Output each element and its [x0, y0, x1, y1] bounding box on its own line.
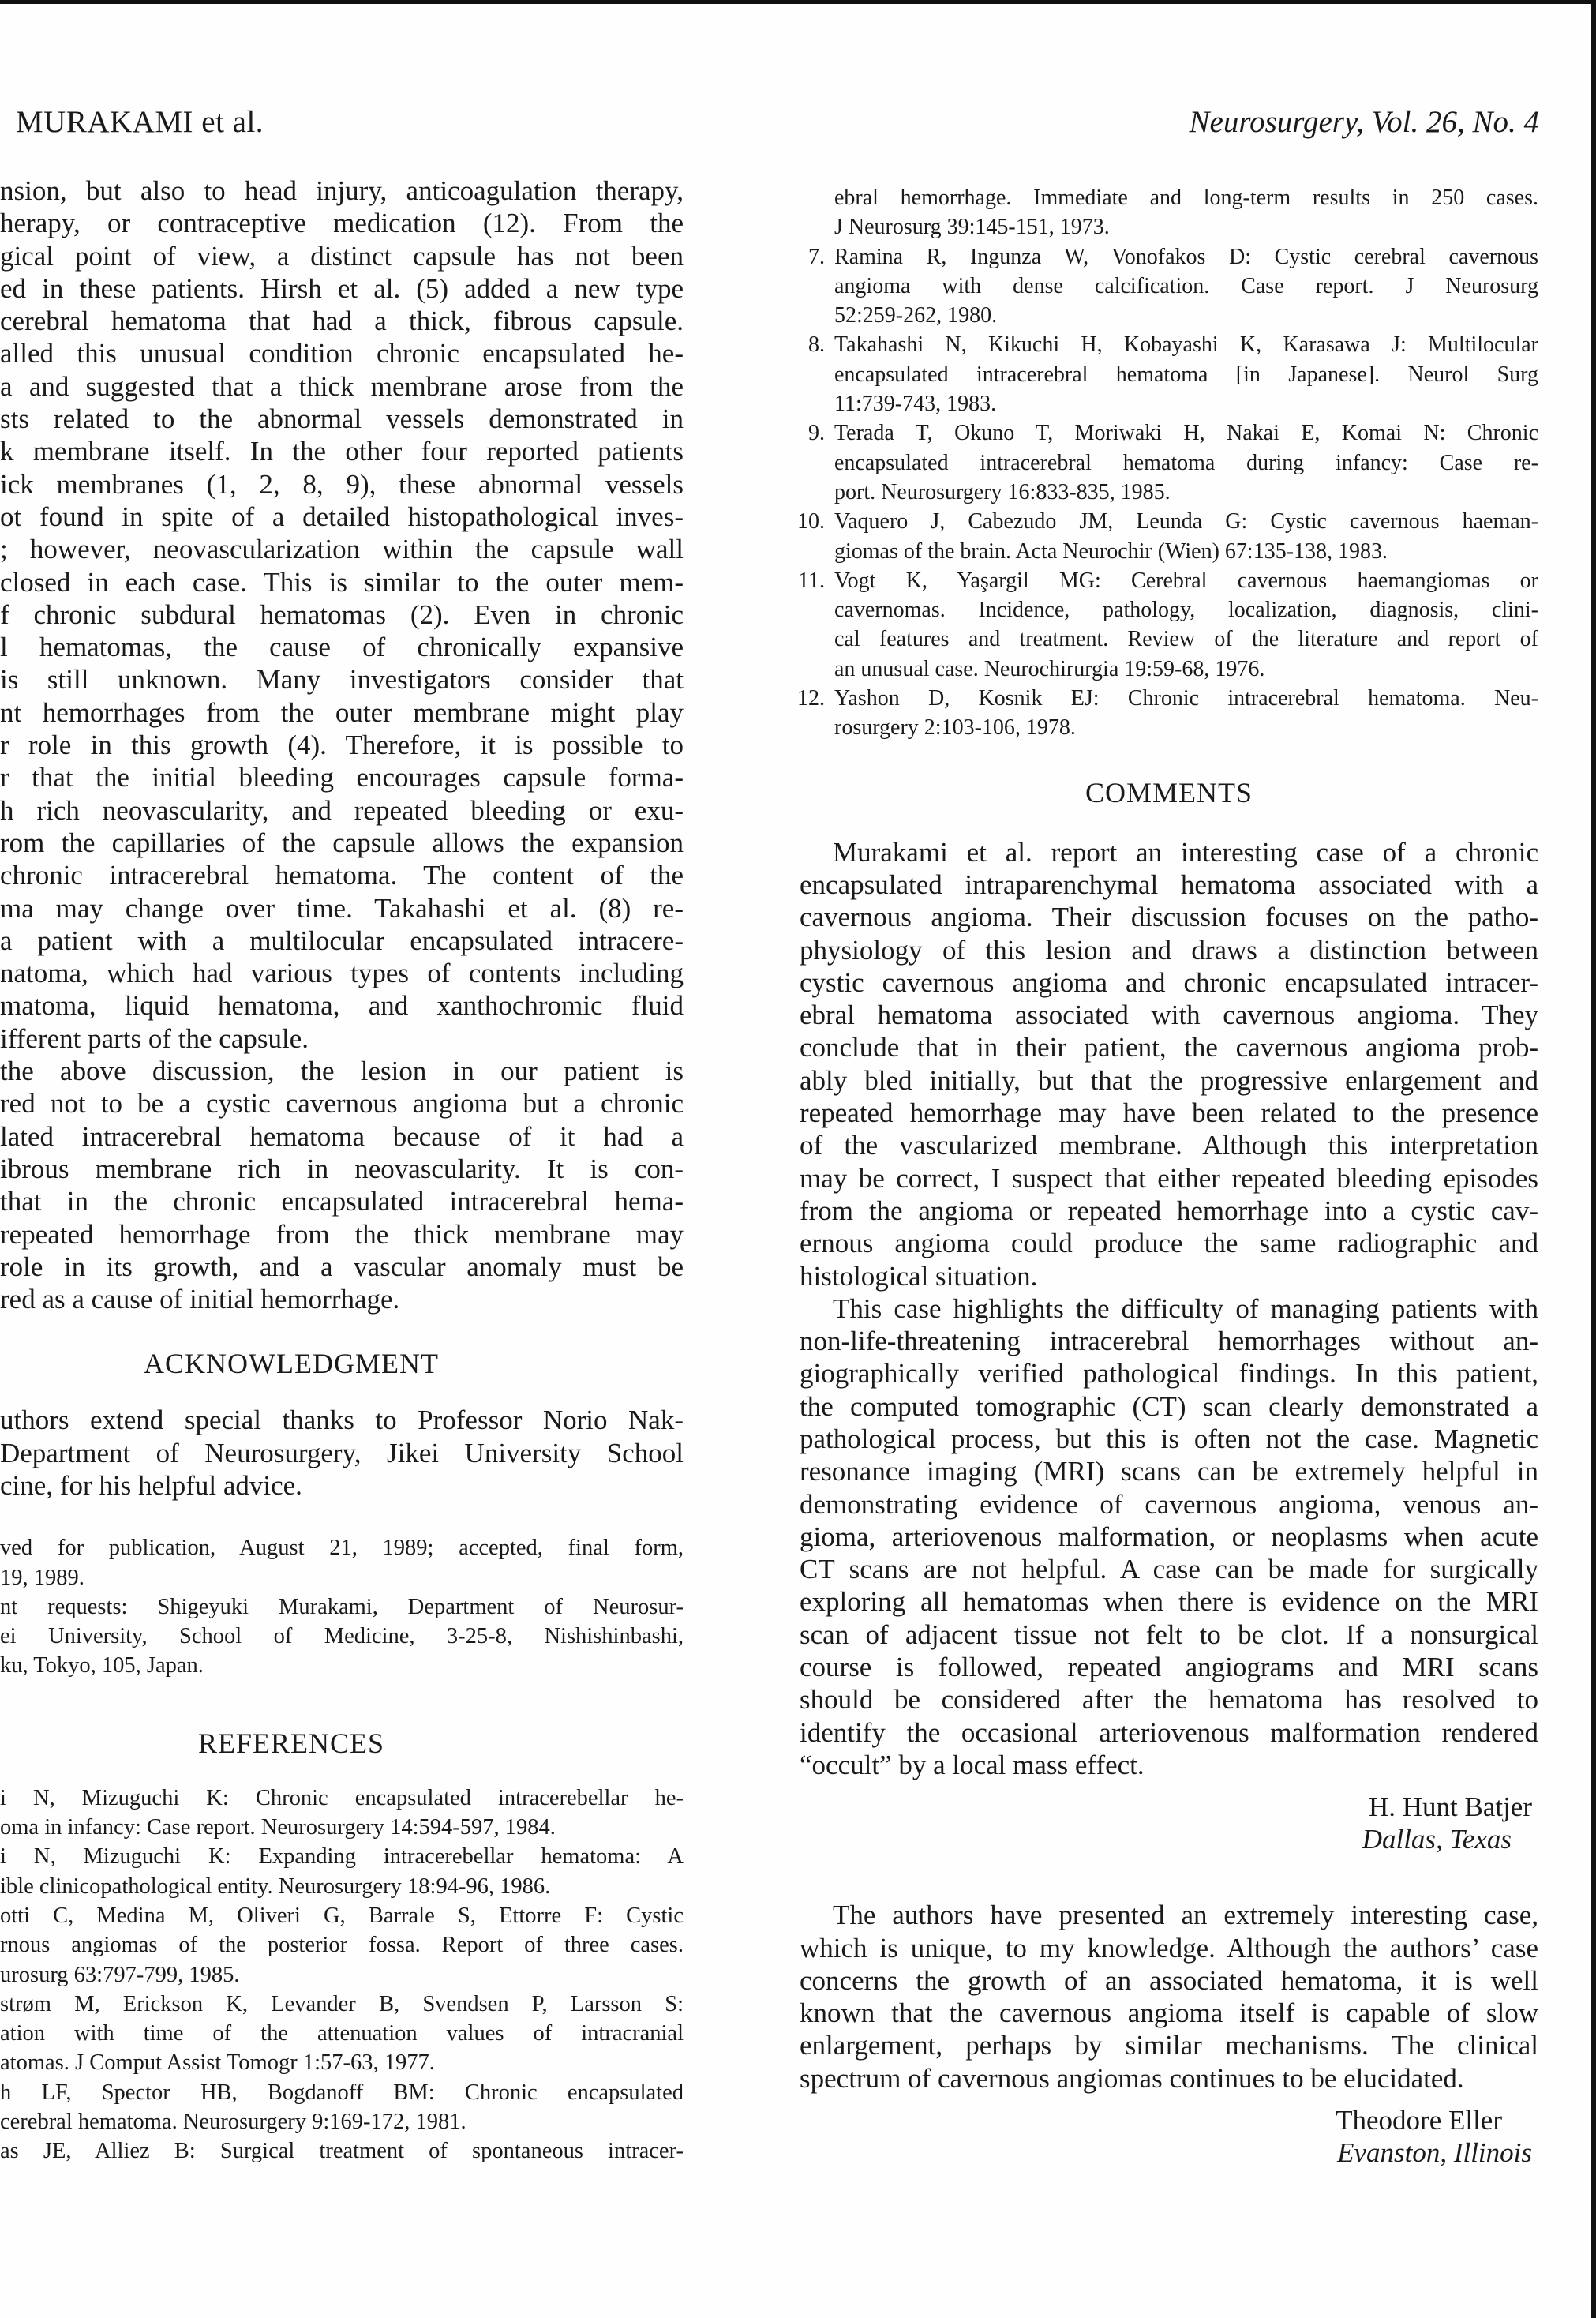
references-heading: REFERENCES	[197, 1727, 385, 1759]
note-line	[0, 1622, 684, 1651]
text-line-content: i N, Mizuguchi K: Chronic encapsulated intracerebellar he-	[0, 1785, 684, 1810]
text-line-content: nsion, but also to head injury, anticoagulation therapy,	[0, 175, 684, 206]
text-line-content: spectrum of cavernous angiomas continues to be elucidated.	[800, 2062, 1464, 2094]
reference-line: Terada T, Okuno T, Moriwaki H, Nakai E, Komai N: Chronic	[834, 421, 1538, 446]
reference-line	[0, 2078, 684, 2107]
text-line-content: strøm M, Erickson K, Levander B, Svendsen P, Larsson S:	[0, 1991, 684, 2016]
discussion-text	[0, 174, 684, 1315]
reference-number: 11.	[798, 568, 825, 593]
text-line-content: the computed tomographic (CT) scan clearly demonstrated a	[800, 1390, 1538, 1422]
text-line-content: ible clinicopathological entity. Neurosurgery 18:94-96, 1986.	[0, 1874, 551, 1899]
text-line-content: physiology of this lesion and draws a distinction between	[800, 934, 1538, 966]
comment-2-author: Theodore Eller	[1336, 2105, 1502, 2136]
text-line-content: pathological process, but this is often not the case. Magnetic	[800, 1423, 1538, 1454]
scan-right-edge	[1591, 0, 1596, 2318]
reference-line	[0, 1872, 684, 1901]
text-line-content: ; however, neovascularization within the capsule wall	[0, 534, 684, 565]
discussion-line	[0, 403, 684, 435]
acknowledgment-text	[0, 1404, 684, 1502]
comment-line	[800, 2029, 1538, 2061]
reference-line: an unusual case. Neurochirurgia 19:59-68, 1976.	[834, 656, 1265, 681]
discussion-line	[0, 305, 684, 337]
text-line-content: ibrous membrane rich in neovascularity. It is con-	[0, 1153, 684, 1184]
text-line-content: should be considered after the hematoma has resolved to	[800, 1684, 1538, 1716]
discussion-line	[0, 1087, 684, 1120]
text-line-content: cerebral hematoma that had a thick, fibrous capsule.	[0, 306, 684, 337]
left-column	[0, 167, 684, 2166]
comment-line	[800, 1390, 1538, 1423]
text-line-content: repeated hemorrhage from the thick membrane may	[0, 1218, 684, 1250]
discussion-line	[0, 925, 684, 957]
text-line-content: ed in these patients. Hirsh et al. (5) added a new type	[0, 272, 684, 304]
text-line-content: from the angioma or repeated hemorrhage into a cystic cav-	[800, 1195, 1538, 1226]
discussion-line	[0, 892, 684, 925]
comment-2-signature	[800, 2104, 1538, 2169]
text-line-content: ation with time of the attenuation values of intracranial	[0, 2021, 684, 2046]
reference-line	[0, 2107, 684, 2136]
reference-line: 52:259-262, 1980.	[834, 303, 998, 328]
text-line-content: ifferent parts of the capsule.	[0, 1022, 309, 1054]
reference-item	[797, 507, 1538, 566]
reference-line	[0, 1842, 684, 1871]
reference-line: ebral hemorrhage. Immediate and long-term results in 250 cases.	[834, 186, 1538, 210]
text-line-content: Department of Neurosurgery, Jikei University School	[0, 1437, 684, 1468]
discussion-line	[0, 794, 684, 827]
reference-number: 7.	[808, 244, 825, 269]
comment-line	[800, 1325, 1538, 1357]
discussion-line	[0, 859, 684, 891]
discussion-line	[0, 174, 684, 207]
comment-line	[800, 1964, 1538, 1997]
text-line-content: ot found in spite of a detailed histopathological inves-	[0, 501, 684, 532]
discussion-line	[0, 272, 684, 305]
discussion-line	[0, 501, 684, 533]
comment-batjer	[800, 836, 1538, 1782]
discussion-line	[0, 761, 684, 793]
comment-line	[800, 1899, 1538, 1931]
comments-heading: COMMENTS	[1085, 776, 1253, 808]
text-line-content: chronic intracerebral hematoma. The content of the	[0, 860, 684, 891]
reference-line	[0, 2019, 684, 2048]
text-line-content: nt requests: Shigeyuki Murakami, Department of Neurosur-	[0, 1594, 684, 1619]
text-line-content: f chronic subdural hematomas (2). Even in chronic	[0, 598, 684, 630]
comment-line	[800, 1162, 1538, 1195]
reference-line: cal features and treatment. Review of the literature and report of	[834, 627, 1538, 652]
references-list-left	[0, 1784, 684, 2166]
discussion-line	[0, 533, 684, 565]
right-column	[797, 183, 1538, 2169]
text-line-content: cine, for his helpful advice.	[0, 1469, 302, 1501]
reference-line: Vaquero J, Cabezudo JM, Leunda G: Cystic cavernous haeman-	[834, 509, 1538, 534]
text-line-content: cavernous angioma. Their discussion focuses on the patho-	[800, 902, 1538, 933]
discussion-line	[0, 989, 684, 1022]
comment-line	[800, 1260, 1538, 1292]
text-line-content: ku, Tokyo, 105, Japan.	[0, 1653, 204, 1678]
text-line-content: which is unique, to my knowledge. Although the authors’ case	[800, 1932, 1538, 1964]
reference-line: cavernomas. Incidence, pathology, localization, diagnosis, clini-	[834, 598, 1538, 623]
discussion-line	[0, 207, 684, 239]
text-line-content: ebral hematoma associated with cavernous angioma. They	[800, 1000, 1538, 1031]
discussion-line	[0, 729, 684, 761]
reference-line	[0, 1930, 684, 1960]
comment-line	[800, 1357, 1538, 1390]
text-line-content: ably bled initially, but that the progressive enlargement and	[800, 1064, 1538, 1096]
reference-line	[0, 2048, 684, 2077]
discussion-line	[0, 827, 684, 859]
text-line-content: identify the occasional arteriovenous malformation rendered	[800, 1716, 1538, 1748]
text-line-content: lated intracerebral hematoma because of it had a	[0, 1120, 684, 1152]
reference-item	[800, 183, 1538, 242]
text-line-content: “occult” by a local mass effect.	[800, 1749, 1145, 1780]
text-line-content: giographically verified pathological findings. In this patient,	[800, 1358, 1538, 1390]
text-line-content: enlargement, perhaps by similar mechanisms. The clinical	[800, 2030, 1538, 2061]
text-line-content: exploring all hematomas when there is evidence on the MRI	[800, 1586, 1538, 1618]
discussion-line	[0, 1251, 684, 1283]
discussion-line	[0, 468, 684, 501]
comment-line	[800, 1195, 1538, 1227]
note-line	[0, 1563, 684, 1592]
comment-line	[800, 1521, 1538, 1553]
text-line-content: as JE, Alliez B: Surgical treatment of spontaneous intracer-	[0, 2139, 684, 2164]
comment-line	[800, 999, 1538, 1031]
reference-item	[800, 566, 1538, 684]
reference-number: 10.	[797, 509, 825, 534]
text-line-content: h LF, Spector HB, Bogdanoff BM: Chronic encapsulated	[0, 2080, 684, 2105]
comment-line	[800, 1064, 1538, 1097]
acknowledgment-heading: ACKNOWLEDGMENT	[144, 1348, 439, 1380]
reference-line: 11:739-743, 1983.	[834, 392, 997, 417]
running-head-authors: MURAKAMI et al.	[16, 105, 264, 139]
text-line-content: non-life-threatening intracerebral hemorrhages without an-	[800, 1326, 1538, 1357]
text-line-content: cerebral hematoma. Neurosurgery 9:169-172, 1981.	[0, 2110, 466, 2135]
text-line-content: a patient with a multilocular encapsulated intracere-	[0, 925, 684, 956]
reference-line: Takahashi N, Kikuchi H, Kobayashi K, Karasawa J: Multilocular	[834, 332, 1538, 358]
discussion-line	[0, 1283, 684, 1315]
comment-line	[800, 1932, 1538, 1964]
reference-line: port. Neurosurgery 16:833-835, 1985.	[834, 479, 1171, 504]
text-line-content: ma may change over time. Takahashi et al. (8) re-	[0, 892, 684, 924]
text-line-content: encapsulated intraparenchymal hematoma associated with a	[800, 868, 1538, 900]
reference-line	[0, 1901, 684, 1930]
discussion-line	[0, 1055, 684, 1087]
text-line-content: l hematomas, the cause of chronically expansive	[0, 632, 684, 663]
reference-item	[800, 330, 1538, 418]
reference-line: encapsulated intracerebral hematoma [in Japanese]. Neurol Surg	[834, 362, 1538, 387]
discussion-line	[0, 1022, 684, 1055]
comment-line	[800, 1455, 1538, 1487]
text-line-content: course is followed, repeated angiograms and MRI scans	[800, 1652, 1538, 1683]
comment-line	[800, 1749, 1538, 1781]
discussion-line	[0, 598, 684, 631]
text-line-content: oma in infancy: Case report. Neurosurgery 14:594-597, 1984.	[0, 1815, 556, 1840]
reference-line	[0, 2136, 684, 2166]
discussion-line	[0, 1185, 684, 1217]
text-line-content: histological situation.	[800, 1260, 1038, 1292]
text-line-content: r role in this growth (4). Therefore, it is possible to	[0, 730, 684, 761]
reference-line: rosurgery 2:103-106, 1978.	[834, 715, 1076, 741]
comment-line	[800, 836, 1538, 868]
text-line-content: The authors have presented an extremely interesting case,	[833, 1900, 1538, 1931]
scan-top-edge	[0, 0, 1596, 4]
text-line-content: rom the capillaries of the capsule allows the expansion	[0, 827, 684, 858]
text-line-content: r that the initial bleeding encourages capsule forma-	[0, 762, 684, 793]
text-line-content: sts related to the abnormal vessels demonstrated in	[0, 403, 684, 435]
comment-line	[800, 868, 1538, 901]
text-line-content: nt hemorrhages from the outer membrane might play	[0, 696, 684, 728]
discussion-line	[0, 631, 684, 663]
comment-2-location: Evanston, Illinois	[1337, 2137, 1532, 2169]
discussion-line	[0, 240, 684, 272]
reference-line	[0, 1813, 684, 1842]
text-line-content: i N, Mizuguchi K: Expanding intracerebellar hematoma: A	[0, 1844, 684, 1870]
text-line-content: ved for publication, August 21, 1989; accepted, final form,	[0, 1536, 684, 1561]
reference-line: giomas of the brain. Acta Neurochir (Wien) 67:135-138, 1983.	[834, 538, 1388, 564]
text-line-content: otti C, Medina M, Oliveri G, Barrale S, Ettorre F: Cystic	[0, 1903, 684, 1928]
references-list-right	[797, 183, 1538, 743]
text-line-content: ernous angioma could produce the same radiographic and	[800, 1228, 1538, 1259]
comment-line	[800, 1097, 1538, 1129]
text-line-content: is still unknown. Many investigators consider that	[0, 664, 684, 696]
text-line-content: gioma, arteriovenous malformation, or neoplasms when acute	[800, 1521, 1538, 1552]
text-line-content: concerns the growth of an associated hematoma, it is well	[800, 1964, 1538, 1996]
discussion-line	[0, 957, 684, 989]
comment-line	[800, 1292, 1538, 1325]
text-line-content: red as a cause of initial hemorrhage.	[0, 1284, 400, 1315]
reference-line	[0, 1990, 684, 2019]
reference-item	[797, 684, 1538, 743]
text-line-content: repeated hemorrhage may have been related to the presence	[800, 1097, 1538, 1129]
text-line-content: Murakami et al. report an interesting case of a chronic	[833, 836, 1538, 868]
comment-line	[800, 2062, 1538, 2095]
discussion-line	[0, 1153, 684, 1185]
text-line-content: urosurg 63:797-799, 1985.	[0, 1962, 240, 1987]
note-line	[0, 1533, 684, 1562]
reference-line	[0, 1784, 684, 1813]
discussion-line	[0, 435, 684, 467]
comment-line	[800, 1031, 1538, 1063]
comment-line	[800, 1716, 1538, 1749]
text-line-content: ick membranes (1, 2, 8, 9), these abnormal vessels	[0, 468, 684, 500]
text-line-content: a and suggested that a thick membrane arose from the	[0, 370, 684, 402]
reference-line: angioma with dense calcification. Case report. J Neurosurg	[834, 273, 1538, 298]
discussion-line	[0, 337, 684, 369]
reference-line: Ramina R, Ingunza W, Vonofakos D: Cystic cerebral cavernous	[834, 244, 1538, 269]
text-line-content: k membrane itself. In the other four reported patients	[0, 436, 684, 467]
text-line-content: known that the cavernous angioma itself is capable of slow	[800, 1997, 1538, 2029]
comment-line	[800, 1129, 1538, 1161]
text-line-content: red not to be a cystic cavernous angioma but a chronic	[0, 1088, 684, 1120]
text-line-content: ei University, School of Medicine, 3-25-8, Nishishinbashi,	[0, 1624, 684, 1649]
reference-line: J Neurosurg 39:145-151, 1973.	[834, 215, 1110, 240]
text-line-content: h rich neovascularity, and repeated bleeding or exu-	[0, 794, 684, 826]
text-line-content: 19, 1989.	[0, 1565, 84, 1590]
comment-line	[800, 1651, 1538, 1683]
note-line	[0, 1651, 684, 1680]
comment-eller	[800, 1899, 1538, 2095]
text-line-content: may be correct, I suspect that either repeated bleeding episodes	[800, 1162, 1538, 1194]
text-line-content: This case highlights the difficulty of managing patients with	[833, 1292, 1538, 1324]
reference-line	[0, 1960, 684, 1990]
comment-1-signature	[800, 1791, 1538, 1855]
discussion-line	[0, 1120, 684, 1153]
reference-line: Vogt K, Yaşargil MG: Cerebral cavernous haemangiomas or	[834, 568, 1538, 593]
reference-line: encapsulated intracerebral hematoma during infancy: Case re-	[834, 450, 1538, 475]
acknowledgment-line	[0, 1404, 684, 1436]
comment-line	[800, 1227, 1538, 1259]
text-line-content: the above discussion, the lesion in our patient is	[0, 1056, 684, 1087]
acknowledgment-line	[0, 1469, 684, 1502]
acknowledgment-line	[0, 1437, 684, 1469]
text-line-content: role in its growth, and a vascular anomaly must be	[0, 1251, 684, 1282]
text-line-content: cystic cavernous angioma and chronic encapsulated intracer-	[800, 966, 1538, 998]
reference-line: Yashon D, Kosnik EJ: Chronic intracerebral hematoma. Neu-	[834, 686, 1538, 711]
text-line-content: that in the chronic encapsulated intracerebral hema-	[0, 1186, 684, 1217]
reference-number: 12.	[797, 686, 825, 711]
text-line-content: alled this unusual condition chronic encapsulated he-	[0, 338, 684, 369]
discussion-line	[0, 663, 684, 696]
comment-line	[800, 934, 1538, 966]
comment-line	[800, 1553, 1538, 1585]
comment-line	[800, 1997, 1538, 2029]
discussion-line	[0, 1218, 684, 1251]
reference-item	[800, 418, 1538, 507]
text-line-content: natoma, which had various types of contents including	[0, 958, 684, 989]
reference-number: 8.	[808, 332, 825, 358]
text-line-content: scan of adjacent tissue not felt to be clot. If a nonsurgical	[800, 1618, 1538, 1650]
publication-notes	[0, 1533, 684, 1680]
reference-number: 9.	[808, 421, 825, 446]
text-line-content: uthors extend special thanks to Professor Norio Nak-	[0, 1405, 684, 1436]
comment-line	[800, 1585, 1538, 1618]
text-line-content: CT scans are not helpful. A case can be made for surgically	[800, 1554, 1538, 1585]
comment-line	[800, 1488, 1538, 1521]
text-line-content: conclude that in their patient, the cavernous angioma prob-	[800, 1032, 1538, 1063]
text-line-content: gical point of view, a distinct capsule has not been	[0, 240, 684, 272]
text-line-content: of the vascularized membrane. Although this interpretation	[800, 1130, 1538, 1161]
text-line-content: rnous angiomas of the posterior fossa. Report of three cases.	[0, 1933, 684, 1958]
note-line	[0, 1592, 684, 1622]
text-line-content: atomas. J Comput Assist Tomogr 1:57-63, 1977.	[0, 2050, 435, 2076]
comment-line	[800, 966, 1538, 999]
text-line-content: demonstrating evidence of cavernous angioma, venous an-	[800, 1488, 1538, 1520]
comment-line	[800, 1683, 1538, 1716]
comment-line	[800, 901, 1538, 933]
running-head-journal: Neurosurgery, Vol. 26, No. 4	[1189, 105, 1539, 139]
text-line-content: closed in each case. This is similar to the outer mem-	[0, 566, 684, 598]
comment-line	[800, 1423, 1538, 1455]
comment-1-location: Dallas, Texas	[1362, 1824, 1512, 1855]
text-line-content: matoma, liquid hematoma, and xanthochromic fluid	[0, 990, 684, 1022]
text-line-content: resonance imaging (MRI) scans can be extremely helpful in	[800, 1456, 1538, 1487]
reference-item	[800, 242, 1538, 331]
comment-line	[800, 1618, 1538, 1651]
text-line-content: herapy, or contraceptive medication (12). From the	[0, 208, 684, 239]
discussion-line	[0, 370, 684, 403]
discussion-line	[0, 566, 684, 598]
discussion-line	[0, 696, 684, 729]
comment-1-author: H. Hunt Batjer	[1368, 1791, 1532, 1823]
